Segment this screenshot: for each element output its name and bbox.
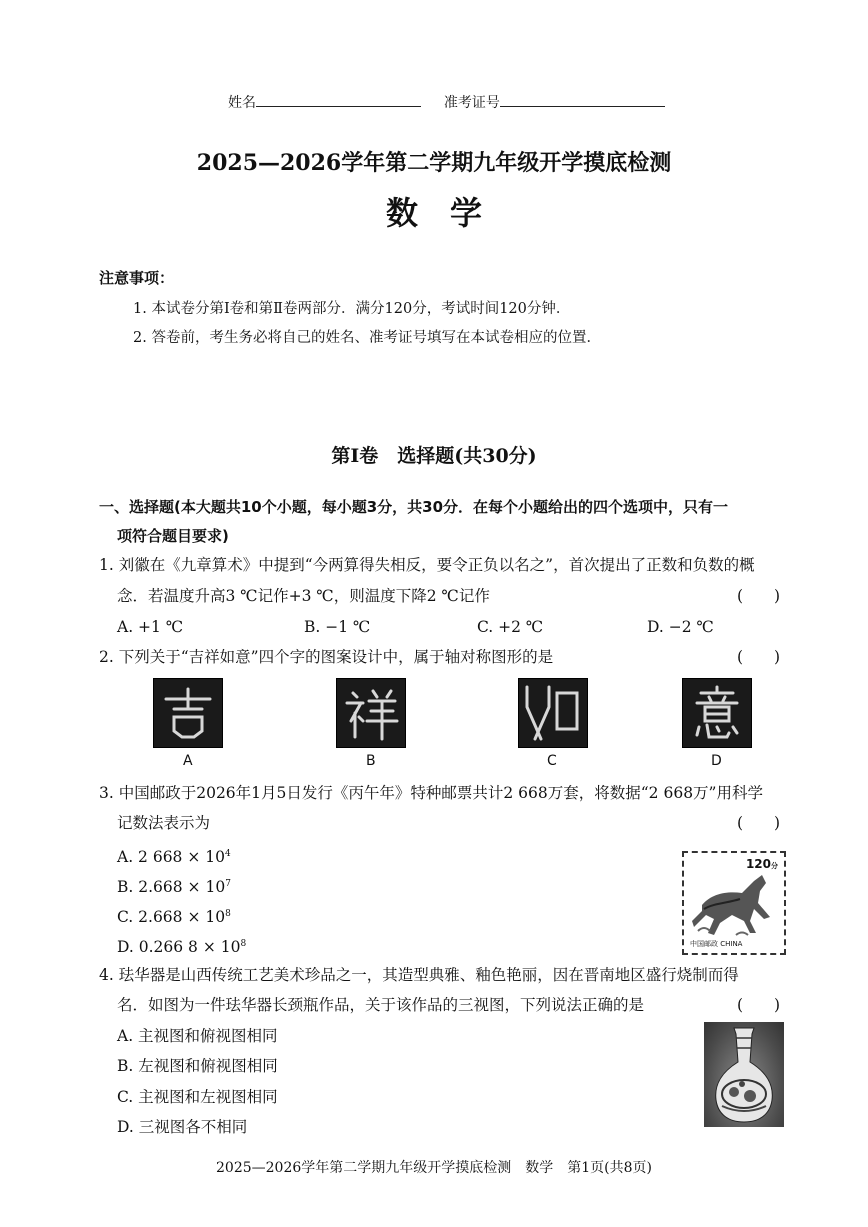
vase-photo bbox=[704, 1022, 784, 1127]
q4-option-d[interactable]: D. 三视图各不相同 bbox=[117, 1118, 248, 1136]
xiang-character-icon bbox=[337, 679, 405, 747]
q3-option-c[interactable]: C. $2.668 \times 10^8$ bbox=[117, 908, 231, 927]
notes-heading: 注意事项： bbox=[99, 269, 175, 287]
q1-option-c[interactable]: C. +2 ℃ bbox=[477, 618, 544, 636]
q1-answer-paren[interactable]: ( ) bbox=[737, 587, 781, 605]
candidate-info-line bbox=[228, 92, 665, 112]
q2-tile-a[interactable] bbox=[153, 678, 223, 748]
q3-answer-paren[interactable]: ( ) bbox=[737, 814, 781, 832]
q3-stem-line2: 记数法表示为 bbox=[117, 814, 211, 832]
q2-tile-c[interactable] bbox=[518, 678, 588, 748]
vase-icon bbox=[704, 1022, 784, 1127]
q2-label-b: B bbox=[366, 753, 376, 769]
q3-option-a[interactable]: A. 2 $668 \times 10^4$ bbox=[117, 848, 231, 867]
q2-label-a: A bbox=[183, 753, 193, 769]
q2-stem-line1: 2. 下列关于“吉祥如意”四个字的图案设计中，属于轴对称图形的是 bbox=[99, 648, 554, 666]
note-item-1: 1. 本试卷分第Ⅰ卷和第Ⅱ卷两部分．满分120分，考试时间120分钟． bbox=[133, 301, 571, 317]
name-blank[interactable] bbox=[256, 92, 421, 107]
ru-character-icon bbox=[519, 679, 587, 747]
horse-stamp-image bbox=[682, 851, 786, 955]
q1-stem-line2: 念．若温度升高3 ℃记作+3 ℃，则温度下降2 ℃记作 bbox=[117, 587, 490, 605]
q2-label-d: D bbox=[711, 753, 722, 769]
q4-option-c[interactable]: C. 主视图和左视图相同 bbox=[117, 1088, 278, 1106]
id-blank[interactable] bbox=[500, 92, 665, 107]
q2-answer-paren[interactable]: ( ) bbox=[737, 648, 781, 666]
exam-title: 2025—2026学年第二学期九年级开学摸底检测 bbox=[196, 150, 672, 176]
q4-option-a[interactable]: A. 主视图和俯视图相同 bbox=[117, 1027, 278, 1045]
subject-title: 数 学 bbox=[385, 194, 482, 232]
stamp-value: 120分 bbox=[745, 857, 778, 871]
q3-option-b[interactable]: B. $2.668 \times 10^7$ bbox=[117, 878, 231, 897]
q1-option-d[interactable]: D. −2 ℃ bbox=[647, 618, 714, 636]
id-label: 准考证号 bbox=[443, 95, 500, 111]
part-title: 第Ⅰ卷 选择题(共30分) bbox=[331, 445, 537, 467]
q3-stem-line1: 3. 中国邮政于2026年1月5日发行《丙午年》特种邮票共计2 668万套，将数据“2 668万”用科学 bbox=[99, 784, 763, 802]
ji-character-icon bbox=[154, 679, 222, 747]
name-label: 姓名 bbox=[228, 95, 256, 111]
q1-option-b[interactable]: B. −1 ℃ bbox=[304, 618, 371, 636]
stamp-country: 中国邮政 CHINA bbox=[690, 940, 743, 948]
q2-tile-d[interactable] bbox=[682, 678, 752, 748]
q4-option-b[interactable]: B. 左视图和俯视图相同 bbox=[117, 1057, 278, 1075]
page-footer: 2025—2026学年第二学期九年级开学摸底检测 数学 第1页(共8页) bbox=[216, 1160, 652, 1176]
section-instruction-line1: 一、选择题(本大题共10个小题，每小题3分，共30分．在每个小题给出的四个选项中，只有一 bbox=[99, 498, 729, 516]
q1-stem-line1: 1. 刘徽在《九章算术》中提到“今两算得失相反，要令正负以名之”，首次提出了正数和负数的概 bbox=[99, 556, 755, 574]
q2-label-c: C bbox=[547, 753, 557, 769]
note-item-2: 2. 答卷前，考生务必将自己的姓名、准考证号填写在本试卷相应的位置． bbox=[133, 330, 601, 346]
yi-character-icon bbox=[683, 679, 751, 747]
section-instruction-line2: 项符合题目要求) bbox=[117, 527, 229, 545]
q4-stem-line1: 4. 珐华器是山西传统工艺美术珍品之一，其造型典雅、釉色艳丽，因在晋南地区盛行烧制而得 bbox=[99, 966, 739, 984]
q2-tile-b[interactable] bbox=[336, 678, 406, 748]
q3-option-d[interactable]: D. 0.266 $8 \times 10^8$ bbox=[117, 938, 247, 957]
q1-option-a[interactable]: A. +1 ℃ bbox=[117, 618, 184, 636]
q4-stem-line2: 名．如图为一件珐华器长颈瓶作品，关于该作品的三视图，下列说法正确的是 bbox=[117, 996, 645, 1014]
horse-icon bbox=[684, 853, 784, 953]
q4-answer-paren[interactable]: ( ) bbox=[737, 996, 781, 1014]
